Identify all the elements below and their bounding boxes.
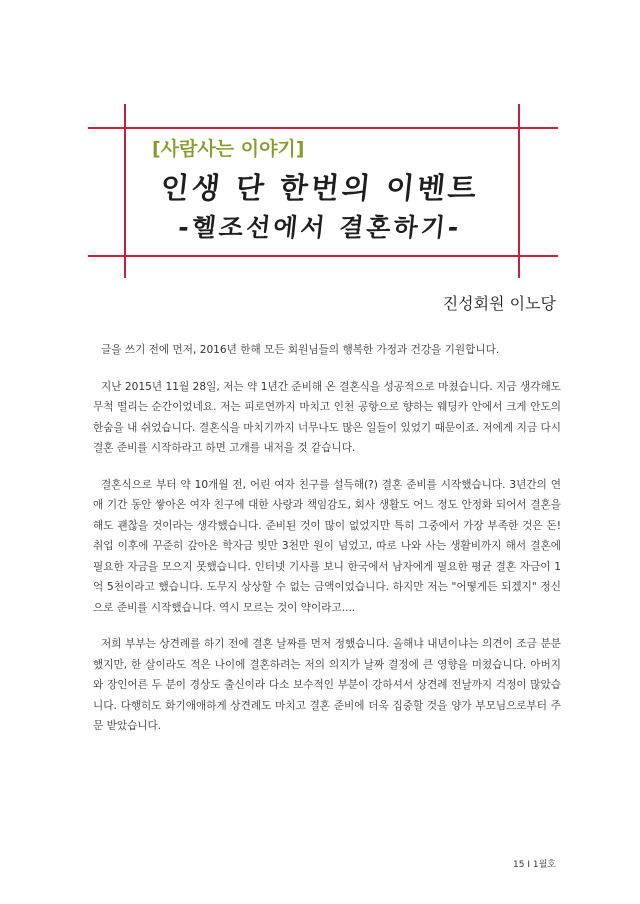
paragraph: 저희 부부는 상견례를 하기 전에 결혼 날짜를 먼저 정했습니다. 올해냐 내년이냐는 의견이 조금 분분했지만, 한 살이라도 적은 나이에 결혼하려는 저의 의지가 날짜 결정에 큰 영향을 미쳤습니다. 아버지와 장인어른 두 분이 경상도 출신이라 다소 보수적인 부분이 강하셔서 상견례 전날까지 걱정이 많았습니다. 다행히도 화기애애하게 상견례도 마치고 결혼 준비에 더욱 집중할 것을 양가 부모님으로부터 주문 받았습니다. [93, 638, 561, 732]
frame-top-line [88, 127, 558, 129]
article-body [93, 340, 561, 753]
paragraph: 지난 2015년 11월 28일, 저는 약 1년간 준비해 온 결혼식을 성공적으로 마쳤습니다. 지금 생각해도 무척 떨리는 순간이었네요. 저는 피로연까지 마치고 인천 공항으로 향하는 웨딩카 안에서 크게 안도의 한숨을 내 쉬었습니다. 결혼식을 마치기까지 너무나도 많은 일들이 있었기 때문이죠. 저에게 지금 다시 결혼 준비를 시작하라고 하면 고개를 내저을 것 같습니다. [93, 380, 561, 454]
paragraph: 결혼식으로 부터 약 10개월 전, 어린 여자 친구를 설득해(?) 결혼 준비를 시작했습니다. 3년간의 연애 기간 동안 쌓아온 여자 친구에 대한 사랑과 책임감도, 회사 생활도 어느 정도 안정화 되어서 결혼을 해도 괜찮을 것이라는 생각했습니다. 준비된 것이 많이 없었지만 특히 그중에서 가장 부족한 것은 돈! 취업 이후에 꾸준히 갚아온 학자금 빚만 3천만 원이 넘었고, 따로 나와 사는 생활비까지 해서 결혼에 필요한 자금을 모으지 못했습니다. 인터넷 기사를 보니 한국에서 남자에게 필요한 평균 결혼 자금이 1억 5천이라고 했습니다. 도무지 상상할 수 없는 금액이었습니다. 하지만 저는 "어떻게든 되겠지" 정신으로 준비를 시작했습니다. 역시 모르는 것이 약이라고.... [93, 478, 561, 614]
page-footer: 15 I 1월호 [513, 860, 556, 870]
author-byline: 진성회원 이노당 [442, 294, 556, 313]
article-title: 인생 단 한번의 이벤트 [158, 171, 481, 205]
paragraph: 글을 쓰기 전에 먼저, 2016년 한해 모든 회원님들의 행복한 가정과 건강을 기원합니다. [101, 344, 500, 356]
section-tag: [사람사는 이야기] [152, 138, 305, 160]
frame-bottom-line [88, 255, 558, 257]
article-subtitle: -헬조선에서 결혼하기- [176, 213, 463, 242]
